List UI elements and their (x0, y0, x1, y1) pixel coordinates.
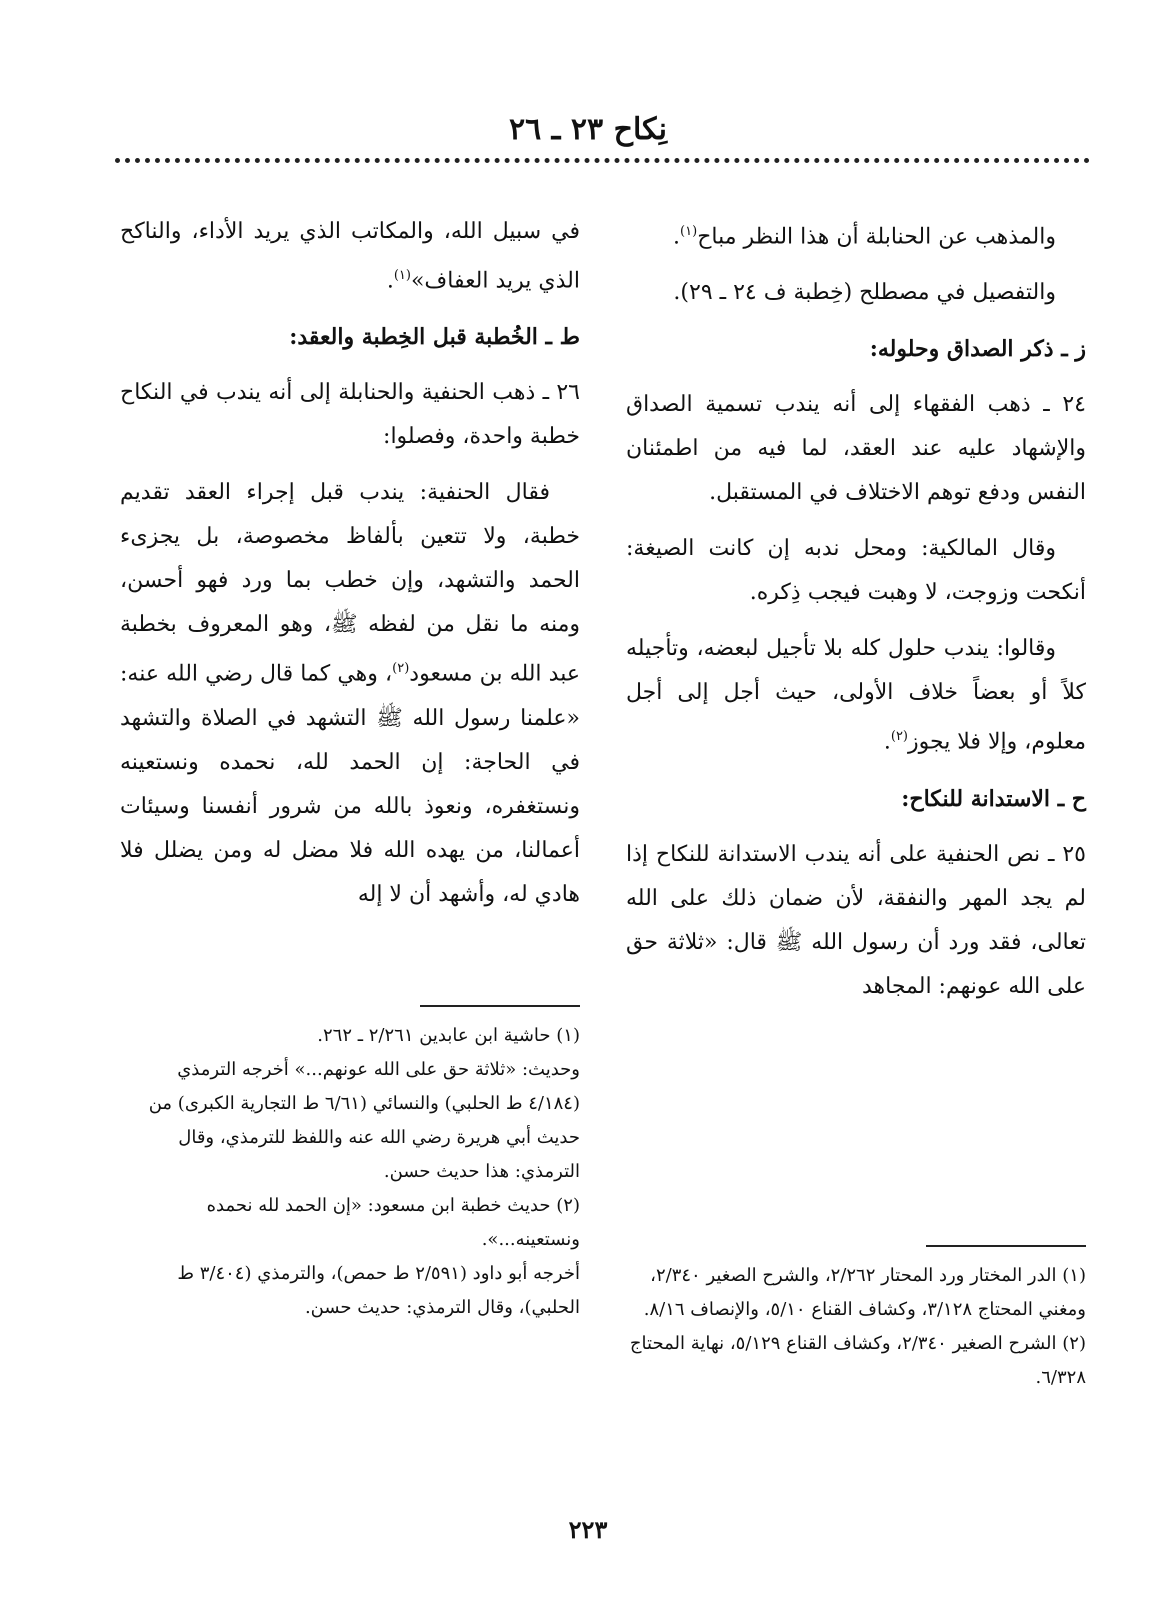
paragraph: ٢٥ ـ نص الحنفية على أنه يندب الاستدانة للنكاح إذا لم يجد المهر والنفقة، لأن ضمان ذلك على الله تعالى، فقد ورد أن رسول الله ﷺ قال: «ثلاثة حق على الله عونهم: المجاهد (626, 841, 1087, 999)
footnote: (٢) حديث خطبة ابن مسعود: «إن الحمد لله نحمده ونستعينه...». (206, 1195, 580, 1250)
footnote: أخرجه أبو داود (٢/٥٩١ ط حمص)، والترمذي (٣/٤٠٤ ط الحلبي)، وقال الترمذي: حديث حسن. (177, 1263, 580, 1318)
page-header: نِكاح ٢٣ ـ ٢٦ (508, 112, 668, 147)
footnote: (١) حاشية ابن عابدين ٢/٢٦١ ـ ٢٦٢. (317, 1025, 580, 1046)
page-number: ٢٢٣ (568, 1515, 608, 1544)
footnote-divider (926, 1245, 1086, 1247)
paragraph: والمذهب عن الحنابلة أن هذا النظر مباح$^{(١)}$. (673, 224, 1056, 250)
footnotes-right (626, 1245, 1086, 1395)
footnote: (٢) الشرح الصغير ٢/٣٤٠، وكشاف القناع ٥/١٢٩، نهاية المحتاج ٦/٣٢٨. (629, 1333, 1086, 1388)
paragraph: ٢٤ ـ ذهب الفقهاء إلى أنه يندب تسمية الصداق والإشهاد عليه عند العقد، لما فيه من اطمئنان النفس ودفع توهم الاختلاف في المستقبل. (626, 392, 1086, 506)
paragraph: والتفصيل في مصطلح (خِطبة ف ٢٤ ـ ٢٩). (673, 280, 1056, 306)
paragraph: وقال المالكية: ومحل ندبه إن كانت الصيغة: أنكحت وزوجت، لا وهبت فيجب ذِكره. (626, 536, 1086, 606)
paragraph: في سبيل الله، والمكاتب الذي يريد الأداء، والناكح الذي يريد العفاف»$^{(١)}$. (120, 219, 580, 294)
footnote-ref: (١) (393, 268, 411, 283)
paragraph: فقال الحنفية: يندب قبل إجراء العقد تقديم خطبة، ولا تتعين بألفاظ مخصوصة، بل يجزىء الحمد والتشهد، وإن خطب بما ورد فهو أحسن، ومنه ما نقل من لفظه ﷺ، وهو المعروف بخطبة عبد الله بن مسعود$^{(٢)}$، وهي كما قال رضي الله عنه: «علمنا رسول الله ﷺ التشهد في الصلاة والتشهد في الحاجة: إن الحمد لله، نحمده ونستعينه ونستغفره، ونعوذ بالله من شرور أنفسنا وسيئات أعمالنا، من يهده الله فلا مضل له ومن يضلل فلا هادي له، وأشهد أن لا إله (120, 480, 580, 907)
footnote-ref: (١) (680, 224, 698, 239)
footnote-ref: (٢) (392, 661, 410, 677)
right-column (626, 210, 1086, 1021)
paragraph: وقالوا: يندب حلول كله بلا تأجيل لبعضه، وتأجيله كلاً أو بعضاً خلاف الأولى، حيث أجل إلى أجل معلوم، وإلا فلا يجوز$^{(٢)}$. (626, 636, 1086, 755)
section-heading: ط ـ الخُطبة قبل الخِطبة والعقد: (289, 324, 580, 351)
footnotes-left (120, 1005, 580, 1325)
footnote-ref: (٢) (890, 729, 908, 745)
section-heading: ح ـ الاستدانة للنكاح: (901, 785, 1086, 812)
section-heading: ز ـ ذكر الصداق وحلوله: (869, 336, 1086, 363)
footnote: (١) الدر المختار ورد المحتار ٢/٢٦٢، والشرح الصغير ٢/٣٤٠، ومغني المحتاج ٣/١٢٨، وكشاف القناع ٥/١٠، والإنصاف ٨/١٦. (643, 1265, 1086, 1320)
header-divider (115, 158, 1090, 163)
paragraph: ٢٦ ـ ذهب الحنفية والحنابلة إلى أنه يندب في النكاح خطبة واحدة، وفصلوا: (120, 380, 580, 450)
footnote: وحديث: «ثلاثة حق على الله عونهم...» أخرجه الترمذي (٤/١٨٤ ط الحلبي) والنسائي (٦/٦١ ط التجارية الكبرى) من حديث أبي هريرة رضي الله عنه واللفظ للترمذي، وقال الترمذي: هذا حديث حسن. (148, 1059, 580, 1182)
footnote-divider (420, 1005, 580, 1007)
left-column (120, 210, 580, 929)
